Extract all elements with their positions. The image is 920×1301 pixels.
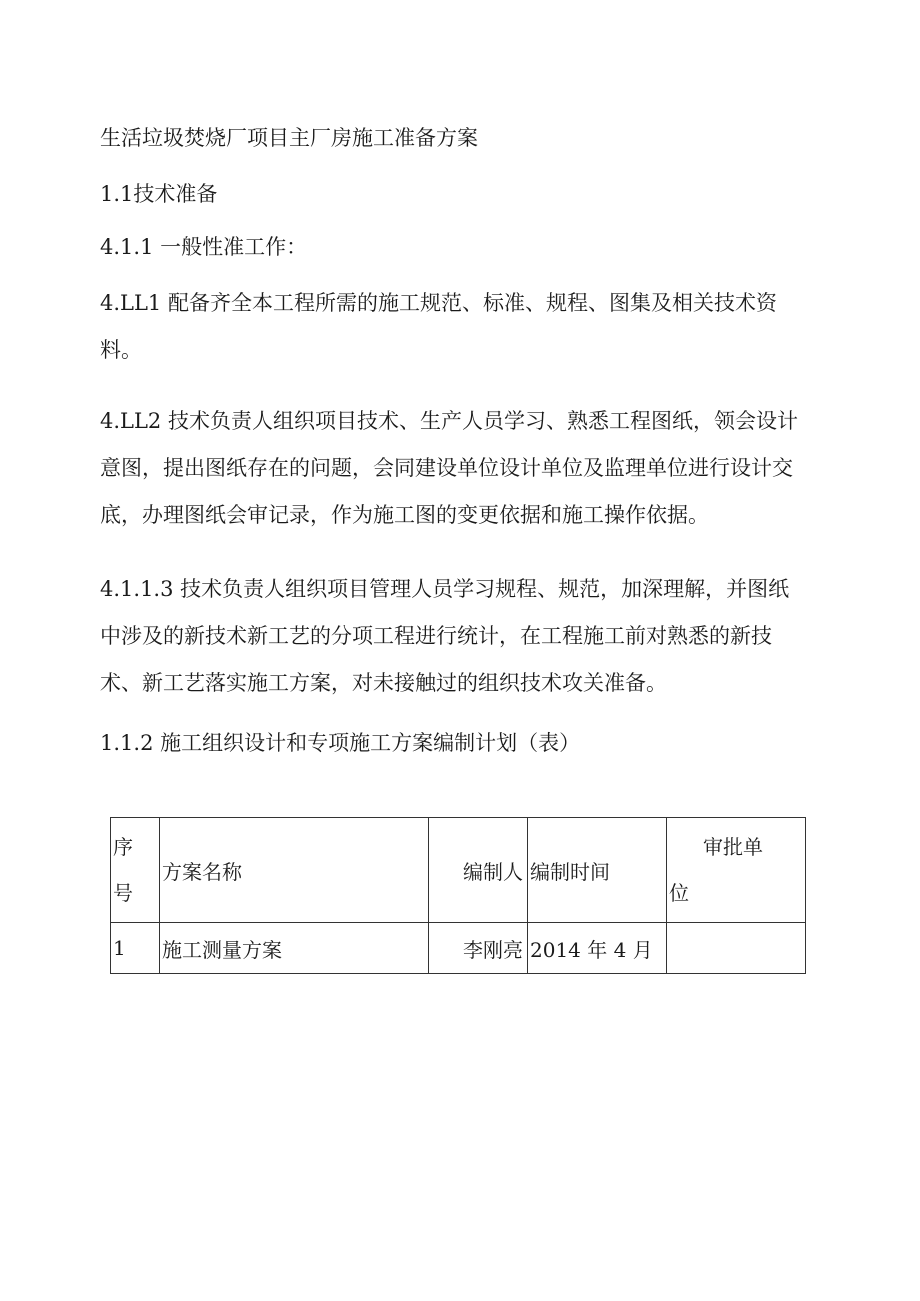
header-seq-line1: 序 [113,835,133,859]
paragraph-line: 底，办理图纸会审记录，作为施工图的变更依据和施工操作依据。 [100,503,709,527]
paragraph-line: 意图，提出图纸存在的问题，会同建设单位设计单位及监理单位进行设计交 [100,456,793,480]
cell-time: 2014 年 4 月 [528,923,667,974]
header-time: 编制时间 [528,818,667,923]
paragraph-line: 4.1.1.3 技术负责人组织项目管理人员学习规程、规范，加深理解，并图纸 [100,577,790,601]
table-header-row [111,818,806,923]
header-approver-line2: 位 [669,881,689,905]
paragraph-line: 4.LL2 技术负责人组织项目技术、生产人员学习、熟悉工程图纸，领会设计 [100,409,798,433]
section-heading: 1.1技术准备 [100,182,218,206]
paragraph-4-1-1-2 [100,398,830,539]
subsection-heading: 4.1.1 一般性准工作： [100,235,308,259]
cell-seq: 1 [111,923,160,974]
paragraph-line: 料。 [100,338,142,362]
cell-author: 李刚亮 [429,923,528,974]
table-caption: 1.1.2 施工组织设计和专项施工方案编制计划（表） [100,731,581,755]
document-title: 生活垃圾焚烧厂项目主厂房施工准备方案 [100,126,478,150]
header-author: 编制人 [429,818,528,923]
table-row [111,923,806,974]
paragraph-line: 术、新工艺落实施工方案，对未接触过的组织技术攻关准备。 [100,671,667,695]
header-seq-line2: 号 [113,881,133,905]
paragraph-4-1-1-3 [100,566,830,707]
header-approver [667,818,806,923]
paragraph-4-1-1-1 [100,280,830,374]
paragraph-line: 4.LL1 配备齐全本工程所需的施工规范、标准、规程、图集及相关技术资 [100,291,777,315]
header-approver-line1: 审批单 [703,835,763,859]
cell-name: 施工测量方案 [160,923,429,974]
header-seq [111,818,160,923]
cell-approver [667,923,806,974]
plan-table [110,817,806,974]
header-name: 方案名称 [160,818,429,923]
paragraph-line: 中涉及的新技术新工艺的分项工程进行统计，在工程施工前对熟悉的新技 [100,624,772,648]
